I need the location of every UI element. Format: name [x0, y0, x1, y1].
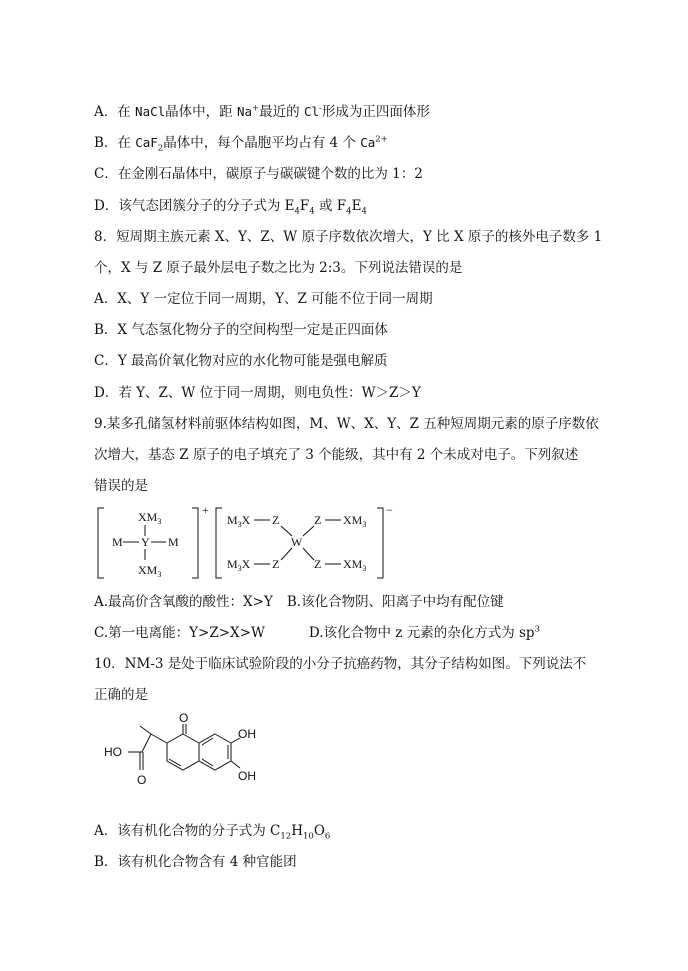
anion-bottom-right-z: Z [314, 557, 322, 571]
q8-option-c: C．Y 最高价氧化物对应的水化物可能是强电解质 [94, 353, 388, 369]
q9-option-c: C.第一电离能：Y>Z>X>W [94, 625, 265, 641]
q10-stem-line1: 10．NM-3 是处于临床试验阶段的小分子抗癌药物，其分子结构如图。下列说法不 [94, 656, 587, 672]
anion-bottom-right-group: $XM_3$ [343, 557, 367, 573]
q7-option-d: D．该气态团簇分子的分子式为 $E_4F_4$ 或 $F_4E_4$ [94, 198, 367, 217]
ketone-oxygen-label: O [179, 712, 189, 725]
cation-top-group: $XM_3$ [138, 510, 162, 526]
q9-stem-line1: 9.某多孔储氢材料前驱体结构如图，M、W、X、Y、Z 五种短周期元素的原子序数依 [94, 416, 599, 432]
cation-center-atom: Y [141, 535, 150, 549]
q8-stem-line2: 个，X 与 Z 原子最外层电子数之比为 2:3。下列说法错误的是 [94, 260, 463, 276]
anion-top-right-z: Z [314, 513, 322, 527]
q9-structure-diagram [94, 500, 404, 584]
q9-stem-line3: 错误的是 [94, 478, 148, 494]
q9-options-row2 [94, 623, 540, 643]
q9-option-b: B.该化合物阴、阳离子中均有配位键 [286, 594, 504, 610]
q7-option-c: C．在金刚石晶体中，碳原子与碳碳键个数的比为 1：2 [94, 166, 423, 182]
q9-option-d: D.该化合物中 z 元素的杂化方式为 $sp^3$ [308, 624, 540, 641]
cation-bottom-group: $XM_3$ [138, 563, 162, 579]
q8-option-a: A．X、Y 一定位于同一周期，Y、Z 可能不位于同一周期 [94, 291, 433, 307]
q9-stem-line2: 次增大，基态 Z 原子的电子填充了 3 个能级，其中有 2 个未成对电子。下列叙述 [94, 447, 579, 463]
cation-left-atom: M [112, 535, 123, 549]
anion-bottom-left-group: $M_3X$ [227, 557, 251, 573]
q8-option-d: D．若 Y、Z、W 位于同一周期，则电负性：W＞Z＞Y [94, 385, 421, 401]
q10-molecule-structure [94, 712, 264, 812]
anion-top-left-z: Z [272, 513, 280, 527]
acid-hydroxyl-label: HO [104, 745, 122, 759]
anion-bottom-left-z: Z [272, 557, 280, 571]
anion-top-right-group: $XM_3$ [343, 513, 367, 529]
q8-option-b: B．X 气态氢化物分子的空间构型一定是正四面体 [94, 322, 388, 338]
hydroxyl-top-label: OH [238, 727, 256, 741]
q8-stem-line1: 8．短周期主族元素 X、Y、Z、W 原子序数依次增大，Y 比 X 原子的核外电子数多 1 [94, 229, 603, 245]
hydroxyl-bottom-label: OH [238, 769, 256, 783]
acid-oxygen-label: O [137, 773, 147, 787]
q10-option-a: A．该有机化合物的分子式为 $C_{12}H_{10}O_6$ [94, 823, 331, 842]
q7-option-b: B．在 CaF$_2$晶体中，每个晶胞平均占有 4 个 $Ca^{2+}$ [94, 134, 388, 154]
anion-charge: − [386, 503, 393, 517]
q10-stem-line2: 正确的是 [94, 687, 148, 703]
q9-option-a: A.最高价含氧酸的酸性：X>Y [94, 594, 273, 610]
anion-center-atom: W [291, 535, 303, 549]
q9-options-row1 [94, 592, 504, 612]
cation-right-atom: M [168, 535, 179, 549]
anion-top-left-group: $M_3X$ [227, 513, 251, 529]
q7-option-a: A．在 NaCl晶体中，距 Na+最近的 Cl-形成为正四面体形 [94, 103, 430, 120]
q10-option-b: B．该有机化合物含有 4 种官能团 [94, 854, 297, 870]
cation-charge: + [202, 503, 209, 517]
